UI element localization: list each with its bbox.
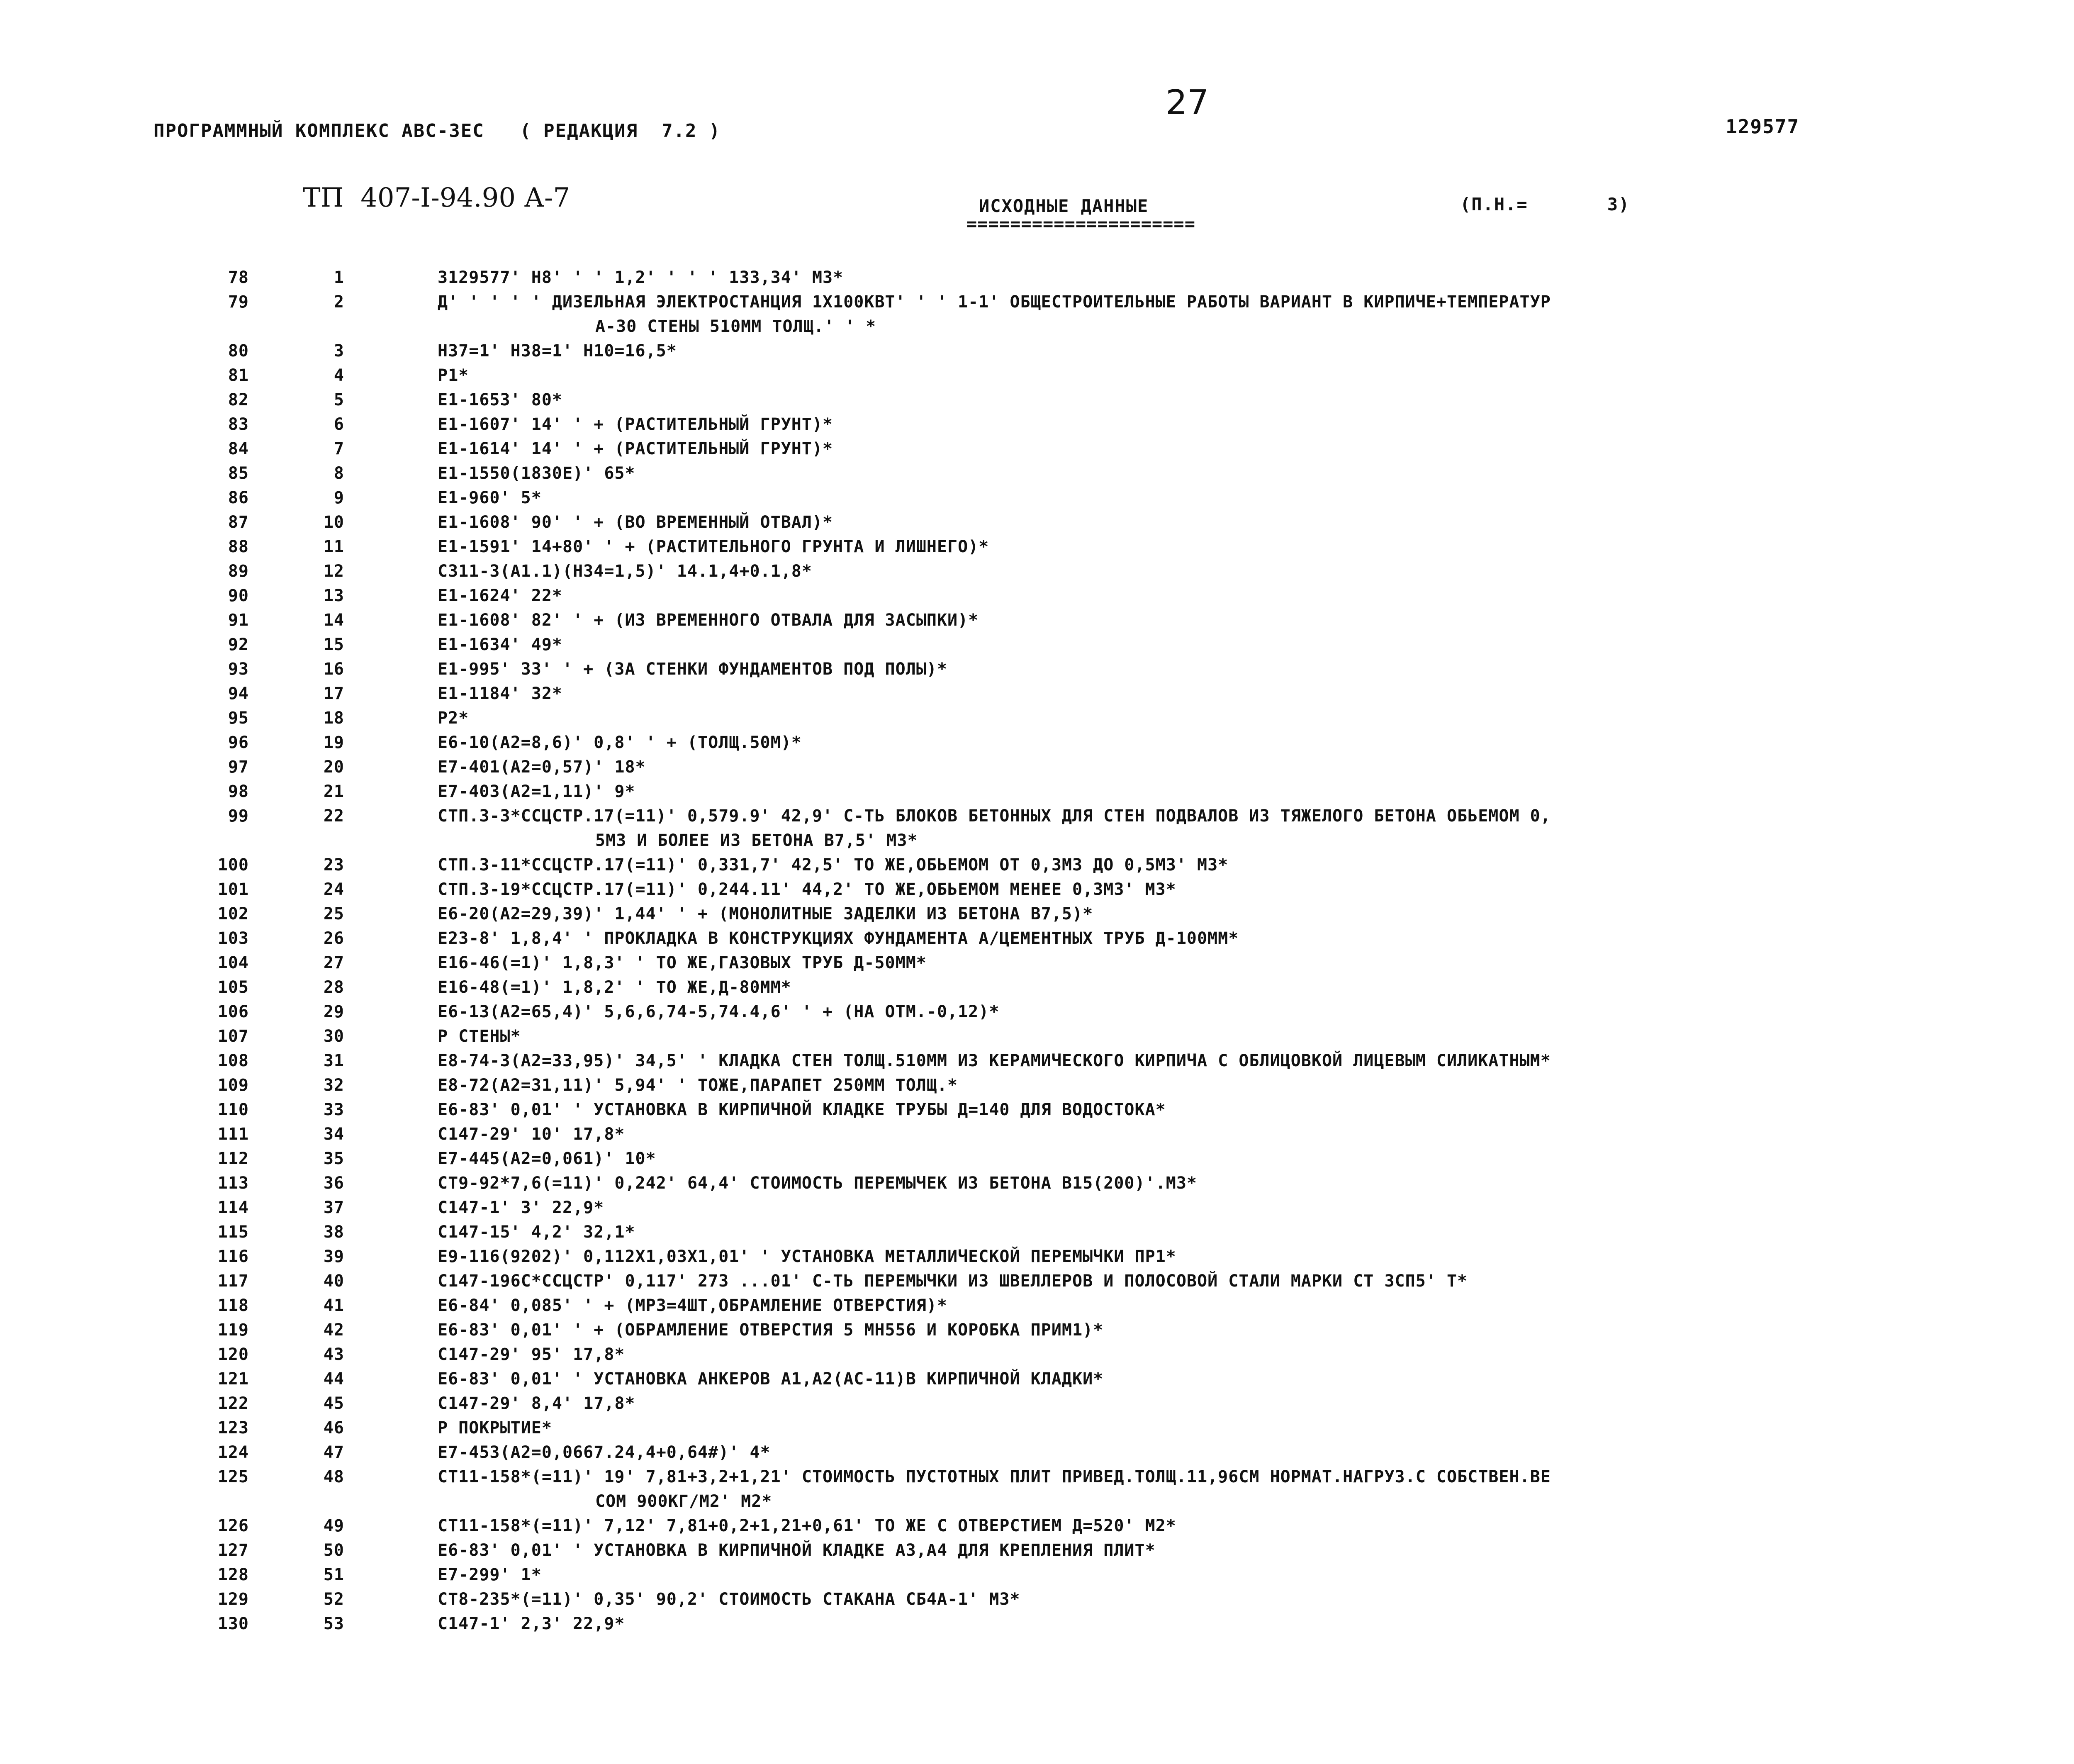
listing-row (0, 584, 2074, 608)
record-text (438, 608, 2055, 633)
line-number: 116 (217, 1247, 249, 1266)
line-number: 90 (228, 586, 249, 605)
record-text-main: Е1-1591' 14+80' ' + (РАСТИТЕЛЬНОГО ГРУНТА И ЛИШНЕГО)* (438, 537, 989, 556)
record-text-main: Е1-1624' 22* (438, 586, 562, 605)
record-text-main: Е1-1614' 14' ' + (РАСТИТЕЛЬНЫЙ ГРУНТ)* (438, 439, 833, 458)
record-text (438, 706, 2055, 731)
record-number: 15 (323, 635, 344, 654)
record-text (438, 1098, 2055, 1122)
record-text-main: Е8-74-3(А2=33,95)' 34,5' ' КЛАДКА СТЕН ТОЛЩ.510ММ ИЗ КЕРАМИЧЕСКОГО КИРПИЧА С ОБЛИЦОВКОЙ ЛИЦЕВЫМ СИЛИКАТНЫМ* (438, 1051, 1551, 1070)
line-number: 110 (217, 1100, 249, 1119)
listing-row (0, 780, 2074, 804)
record-number: 22 (323, 806, 344, 826)
record-number: 41 (323, 1296, 344, 1315)
listing-row (0, 608, 2074, 633)
record-text (438, 902, 2055, 926)
record-text-main: Е16-48(=1)' 1,8,2' ' ТО ЖЕ,Д-80ММ* (438, 978, 791, 997)
record-text (438, 1122, 2055, 1147)
record-text (438, 1049, 2055, 1073)
record-number: 48 (323, 1467, 344, 1486)
record-text (438, 1465, 2055, 1514)
record-number: 44 (323, 1369, 344, 1389)
record-number: 28 (323, 978, 344, 997)
record-text-main: Д' ' ' ' ' ДИЗЕЛЬНАЯ ЭЛЕКТРОСТАНЦИЯ 1Х100КВТ' ' ' 1-1' ОБЩЕСТРОИТЕЛЬНЫЕ РАБОТЫ ВАРИАНТ В КИРПИЧЕ+ТЕМПЕРАТУР (438, 292, 1551, 312)
record-text-main: СТ11-158*(=11)' 19' 7,81+3,2+1,21' СТОИМОСТЬ ПУСТОТНЫХ ПЛИТ ПРИВЕД.ТОЛЩ.11,96СМ НОРМАТ.НАГРУЗ.С СОБСТВЕН.ВЕ (438, 1467, 1551, 1486)
listing-row (0, 535, 2074, 559)
listing-row (0, 1367, 2074, 1391)
line-number: 113 (217, 1174, 249, 1193)
listing-row (0, 1196, 2074, 1220)
listing-row (0, 1024, 2074, 1049)
listing-row (0, 1416, 2074, 1440)
record-text-main: С147-29' 10' 17,8* (438, 1125, 625, 1144)
record-text-main: СТП.3-3*ССЦСТР.17(=11)' 0,579.9' 42,9' С-ТЬ БЛОКОВ БЕТОННЫХ ДЛЯ СТЕН ПОДВАЛОВ ИЗ ТЯЖЕЛОГО БЕТОНА ОБЬЕМОМ 0, (438, 806, 1551, 826)
section-underline: ===================== (966, 214, 1196, 234)
line-number: 89 (228, 562, 249, 581)
page-counter: (П.Н.= 3) (1460, 194, 1630, 214)
record-text (438, 1073, 2055, 1098)
record-text (438, 975, 2055, 1000)
listing-row (0, 682, 2074, 706)
listing-row (0, 706, 2074, 731)
line-number: 118 (217, 1296, 249, 1315)
record-number: 53 (323, 1614, 344, 1633)
listing-row (0, 951, 2074, 975)
listing-row (0, 1514, 2074, 1538)
record-text (438, 266, 2055, 290)
record-number: 31 (323, 1051, 344, 1070)
record-text-main: С147-29' 95' 17,8* (438, 1345, 625, 1364)
record-number: 42 (323, 1321, 344, 1340)
line-number: 87 (228, 513, 249, 532)
line-number: 88 (228, 537, 249, 556)
record-text-main: Е6-83' 0,01' ' УСТАНОВКА В КИРПИЧНОЙ КЛАДКЕ ТРУБЫ Д=140 ДЛЯ ВОДОСТОКА* (438, 1100, 1166, 1119)
record-number: 17 (323, 684, 344, 703)
record-text-continuation: СОМ 900КГ/М2' М2* (595, 1492, 772, 1511)
record-text (438, 657, 2055, 682)
record-text-main: Р ПОКРЫТИЕ* (438, 1418, 552, 1438)
line-number: 92 (228, 635, 249, 654)
record-text (438, 755, 2055, 780)
listing-row (0, 339, 2074, 363)
line-number: 115 (217, 1223, 249, 1242)
record-text (438, 1342, 2055, 1367)
record-number: 30 (323, 1027, 344, 1046)
line-number: 108 (217, 1051, 249, 1070)
record-number: 9 (333, 488, 344, 507)
listing-row (0, 510, 2074, 535)
listing-row (0, 902, 2074, 926)
listing-row (0, 731, 2074, 755)
record-text (438, 926, 2055, 951)
record-text-main: Е6-83' 0,01' ' УСТАНОВКА АНКЕРОВ А1,А2(АС-11)В КИРПИЧНОЙ КЛАДКИ* (438, 1369, 1104, 1389)
record-text (438, 1367, 2055, 1391)
listing-row (0, 290, 2074, 339)
record-text (438, 853, 2055, 877)
record-text (438, 584, 2055, 608)
record-text-main: Е6-83' 0,01' ' + (ОБРАМЛЕНИЕ ОТВЕРСТИЯ 5 МН556 И КОРОБКА ПРИМ1)* (438, 1321, 1104, 1340)
record-text (438, 731, 2055, 755)
record-text (438, 1563, 2055, 1587)
line-number: 78 (228, 268, 249, 287)
record-text (438, 877, 2055, 902)
listing-row (0, 853, 2074, 877)
line-number: 125 (217, 1467, 249, 1486)
record-text (438, 363, 2055, 388)
line-number: 114 (217, 1198, 249, 1217)
record-number: 3 (333, 341, 344, 361)
record-text-main: Н37=1' Н38=1' Н10=16,5* (438, 341, 677, 361)
record-text (438, 412, 2055, 437)
line-number: 130 (217, 1614, 249, 1633)
record-text-main: СТ8-235*(=11)' 0,35' 90,2' СТОИМОСТЬ СТАКАНА СБ4А-1' М3* (438, 1590, 1020, 1609)
line-number: 79 (228, 292, 249, 312)
listing-row (0, 1563, 2074, 1587)
line-number: 84 (228, 439, 249, 458)
listing-row (0, 1391, 2074, 1416)
record-number: 10 (323, 513, 344, 532)
record-text (438, 437, 2055, 461)
line-number: 117 (217, 1272, 249, 1291)
listing-row (0, 1538, 2074, 1563)
record-text (438, 951, 2055, 975)
record-text (438, 1391, 2055, 1416)
record-number: 16 (323, 660, 344, 679)
listing-row (0, 1612, 2074, 1636)
listing-row (0, 975, 2074, 1000)
line-number: 97 (228, 758, 249, 777)
record-text (438, 559, 2055, 584)
line-number: 86 (228, 488, 249, 507)
listing-row (0, 1587, 2074, 1612)
record-number: 6 (333, 415, 344, 434)
record-number: 25 (323, 904, 344, 923)
record-text-main: Е7-453(А2=0,0667.24,4+0,64#)' 4* (438, 1443, 771, 1462)
listing-row (0, 1318, 2074, 1342)
record-text-main: Е1-1634' 49* (438, 635, 562, 654)
line-number: 106 (217, 1002, 249, 1021)
line-number: 126 (217, 1516, 249, 1535)
listing-row (0, 1073, 2074, 1098)
listing-row (0, 1294, 2074, 1318)
line-number: 80 (228, 341, 249, 361)
record-number: 38 (323, 1223, 344, 1242)
record-number: 12 (323, 562, 344, 581)
record-text-main: С147-29' 8,4' 17,8* (438, 1394, 635, 1413)
record-text (438, 1000, 2055, 1024)
listing-row (0, 1465, 2074, 1514)
record-text-main: Е6-10(А2=8,6)' 0,8' ' + (ТОЛЩ.50М)* (438, 733, 802, 752)
listing-row (0, 1171, 2074, 1196)
record-number: 29 (323, 1002, 344, 1021)
document-number: 129577 (1726, 115, 1800, 138)
record-text (438, 780, 2055, 804)
record-number: 2 (333, 292, 344, 312)
listing-row (0, 1000, 2074, 1024)
record-text-main: Е7-401(А2=0,57)' 18* (438, 758, 646, 777)
record-text (438, 1318, 2055, 1342)
line-number: 103 (217, 929, 249, 948)
section-title: ИСХОДНЫЕ ДАННЫЕ (979, 196, 1149, 216)
record-number: 34 (323, 1125, 344, 1144)
record-text-main: С147-1' 2,3' 22,9* (438, 1614, 625, 1633)
record-text-main: С147-196С*ССЦСТР' 0,117' 273 ...01' С-ТЬ ПЕРЕМЫЧКИ ИЗ ШВЕЛЛЕРОВ И ПОЛОСОВОЙ СТАЛИ МАРКИ СТ 3СП5' Т* (438, 1272, 1468, 1291)
record-number: 36 (323, 1174, 344, 1193)
record-number: 27 (323, 953, 344, 972)
record-text (438, 388, 2055, 412)
line-number: 129 (217, 1590, 249, 1609)
record-text-main: Е1-1184' 32* (438, 684, 562, 703)
record-number: 47 (323, 1443, 344, 1462)
listing-row (0, 363, 2074, 388)
record-text-main: Е6-84' 0,085' ' + (МР3=4ШТ,ОБРАМЛЕНИЕ ОТВЕРСТИЯ)* (438, 1296, 948, 1315)
record-number: 7 (333, 439, 344, 458)
record-number: 20 (323, 758, 344, 777)
record-text-main: Е1-1607' 14' ' + (РАСТИТЕЛЬНЫЙ ГРУНТ)* (438, 415, 833, 434)
record-text-main: Е1-960' 5* (438, 488, 542, 507)
record-number: 8 (333, 464, 344, 483)
record-number: 19 (323, 733, 344, 752)
line-number: 83 (228, 415, 249, 434)
record-number: 33 (323, 1100, 344, 1119)
record-number: 50 (323, 1541, 344, 1560)
record-number: 5 (333, 390, 344, 409)
record-text-main: Р СТЕНЫ* (438, 1027, 521, 1046)
record-text (438, 1024, 2055, 1049)
record-text-main: Е1-1608' 82' ' + (ИЗ ВРЕМЕННОГО ОТВАЛА ДЛЯ ЗАСЫПКИ)* (438, 611, 979, 630)
listing-row (0, 1098, 2074, 1122)
listing-row (0, 804, 2074, 853)
line-number: 109 (217, 1076, 249, 1095)
record-text-main: Р2* (438, 709, 469, 728)
line-number: 107 (217, 1027, 249, 1046)
line-number: 112 (217, 1149, 249, 1168)
record-text-main: Е16-46(=1)' 1,8,3' ' ТО ЖЕ,ГАЗОВЫХ ТРУБ Д-50ММ* (438, 953, 927, 972)
line-number: 104 (217, 953, 249, 972)
project-code: ТП 407-I-94.90 А-7 (303, 183, 570, 213)
line-number: 81 (228, 366, 249, 385)
record-text (438, 339, 2055, 363)
line-number: 93 (228, 660, 249, 679)
record-text (438, 1587, 2055, 1612)
line-number: 102 (217, 904, 249, 923)
listing-row (0, 559, 2074, 584)
line-number: 105 (217, 978, 249, 997)
record-text (438, 290, 2055, 339)
record-number: 14 (323, 611, 344, 630)
record-text-main: 3129577' Н8' ' ' 1,2' ' ' ' 133,34' М3* (438, 268, 844, 287)
line-number: 124 (217, 1443, 249, 1462)
page-number: 27 (1166, 83, 1209, 122)
record-text-main: Е23-8' 1,8,4' ' ПРОКЛАДКА В КОНСТРУКЦИЯХ ФУНДАМЕНТА А/ЦЕМЕНТНЫХ ТРУБ Д-100ММ* (438, 929, 1239, 948)
record-text (438, 1538, 2055, 1563)
record-number: 23 (323, 855, 344, 875)
line-number: 99 (228, 806, 249, 826)
line-number: 100 (217, 855, 249, 875)
record-text-main: СТП.3-11*ССЦСТР.17(=11)' 0,331,7' 42,5' ТО ЖЕ,ОБЬЕМОМ ОТ 0,3М3 ДО 0,5М3' М3* (438, 855, 1229, 875)
record-text (438, 1196, 2055, 1220)
line-number: 120 (217, 1345, 249, 1364)
record-text-main: СТП.3-19*ССЦСТР.17(=11)' 0,244.11' 44,2' ТО ЖЕ,ОБЬЕМОМ МЕНЕЕ 0,3М3' М3* (438, 880, 1176, 899)
record-text (438, 1220, 2055, 1245)
record-text (438, 1294, 2055, 1318)
listing-row (0, 877, 2074, 902)
record-text-main: СТ11-158*(=11)' 7,12' 7,81+0,2+1,21+0,61' ТО ЖЕ С ОТВЕРСТИЕМ Д=520' М2* (438, 1516, 1176, 1535)
record-text (438, 1171, 2055, 1196)
record-text-main: С311-3(А1.1)(Н34=1,5)' 14.1,4+0.1,8* (438, 562, 812, 581)
line-number: 85 (228, 464, 249, 483)
record-text-main: Е7-445(А2=0,061)' 10* (438, 1149, 656, 1168)
listing-row (0, 1049, 2074, 1073)
line-number: 101 (217, 880, 249, 899)
listing-row (0, 461, 2074, 486)
record-number: 18 (323, 709, 344, 728)
line-number: 95 (228, 709, 249, 728)
record-text (438, 1269, 2055, 1294)
line-number: 94 (228, 684, 249, 703)
record-text (438, 510, 2055, 535)
record-text (438, 682, 2055, 706)
line-number: 82 (228, 390, 249, 409)
line-number: 96 (228, 733, 249, 752)
record-number: 40 (323, 1272, 344, 1291)
record-text-main: Е8-72(А2=31,11)' 5,94' ' ТОЖЕ,ПАРАПЕТ 250ММ ТОЛЩ.* (438, 1076, 958, 1095)
listing-row (0, 486, 2074, 510)
listing-row (0, 1245, 2074, 1269)
listing-row (0, 1269, 2074, 1294)
record-number: 32 (323, 1076, 344, 1095)
line-number: 128 (217, 1565, 249, 1584)
record-text (438, 486, 2055, 510)
record-text-main: С147-1' 3' 22,9* (438, 1198, 604, 1217)
listing-row (0, 437, 2074, 461)
record-text (438, 1612, 2055, 1636)
record-number: 45 (323, 1394, 344, 1413)
record-number: 49 (323, 1516, 344, 1535)
record-text (438, 1416, 2055, 1440)
listing-row (0, 755, 2074, 780)
line-number: 127 (217, 1541, 249, 1560)
record-text-main: Е6-83' 0,01' ' УСТАНОВКА В КИРПИЧНОЙ КЛАДКЕ А3,А4 ДЛЯ КРЕПЛЕНИЯ ПЛИТ* (438, 1541, 1156, 1560)
record-text (438, 804, 2055, 853)
record-number: 4 (333, 366, 344, 385)
record-number: 11 (323, 537, 344, 556)
record-text (438, 1440, 2055, 1465)
record-text-continuation: 5М3 И БОЛЕЕ ИЗ БЕТОНА В7,5' М3* (595, 831, 918, 850)
record-text-main: Р1* (438, 366, 469, 385)
record-number: 52 (323, 1590, 344, 1609)
line-number: 122 (217, 1394, 249, 1413)
listing-row (0, 1122, 2074, 1147)
line-number: 111 (217, 1125, 249, 1144)
record-text-main: Е1-995' 33' ' + (ЗА СТЕНКИ ФУНДАМЕНТОВ ПОД ПОЛЫ)* (438, 660, 948, 679)
record-number: 35 (323, 1149, 344, 1168)
record-number: 26 (323, 929, 344, 948)
program-header: ПРОГРАММНЫЙ КОМПЛЕКС АВС-3ЕС ( РЕДАКЦИЯ 7.2 ) (153, 120, 721, 141)
listing-row (0, 1440, 2074, 1465)
record-text-main: Е6-20(А2=29,39)' 1,44' ' + (МОНОЛИТНЫЕ ЗАДЕЛКИ ИЗ БЕТОНА В7,5)* (438, 904, 1093, 923)
record-text (438, 633, 2055, 657)
record-number: 21 (323, 782, 344, 801)
record-number: 43 (323, 1345, 344, 1364)
record-text-continuation: А-30 СТЕНЫ 510ММ ТОЛЩ.' ' * (595, 317, 876, 336)
listing-row (0, 657, 2074, 682)
line-number: 119 (217, 1321, 249, 1340)
record-text-main: Е1-1653' 80* (438, 390, 562, 409)
line-number: 123 (217, 1418, 249, 1438)
record-text-main: Е7-403(А2=1,11)' 9* (438, 782, 635, 801)
record-text-main: Е1-1550(1830Е)' 65* (438, 464, 635, 483)
record-text (438, 535, 2055, 559)
listing-row (0, 388, 2074, 412)
line-number: 91 (228, 611, 249, 630)
record-text-main: Е7-299' 1* (438, 1565, 542, 1584)
record-text (438, 1514, 2055, 1538)
record-number: 13 (323, 586, 344, 605)
record-number: 51 (323, 1565, 344, 1584)
record-text-main: Е1-1608' 90' ' + (ВО ВРЕМЕННЫЙ ОТВАЛ)* (438, 513, 833, 532)
listing-row (0, 1342, 2074, 1367)
line-number: 98 (228, 782, 249, 801)
listing (0, 266, 2074, 1636)
listing-row (0, 1220, 2074, 1245)
record-number: 37 (323, 1198, 344, 1217)
listing-row (0, 633, 2074, 657)
listing-row (0, 1147, 2074, 1171)
record-text-main: Е9-116(9202)' 0,112Х1,03Х1,01' ' УСТАНОВКА МЕТАЛЛИЧЕСКОЙ ПЕРЕМЫЧКИ ПР1* (438, 1247, 1176, 1266)
record-text-main: С147-15' 4,2' 32,1* (438, 1223, 635, 1242)
listing-row (0, 412, 2074, 437)
record-number: 1 (333, 268, 344, 287)
record-text (438, 461, 2055, 486)
line-number: 121 (217, 1369, 249, 1389)
record-number: 46 (323, 1418, 344, 1438)
record-number: 39 (323, 1247, 344, 1266)
record-text-main: СТ9-92*7,6(=11)' 0,242' 64,4' СТОИМОСТЬ ПЕРЕМЫЧЕК ИЗ БЕТОНА В15(200)'.М3* (438, 1174, 1197, 1193)
record-text (438, 1245, 2055, 1269)
record-number: 24 (323, 880, 344, 899)
listing-row (0, 266, 2074, 290)
record-text-main: Е6-13(А2=65,4)' 5,6,6,74-5,74.4,6' ' + (НА ОТМ.-0,12)* (438, 1002, 1000, 1021)
listing-row (0, 926, 2074, 951)
record-text (438, 1147, 2055, 1171)
